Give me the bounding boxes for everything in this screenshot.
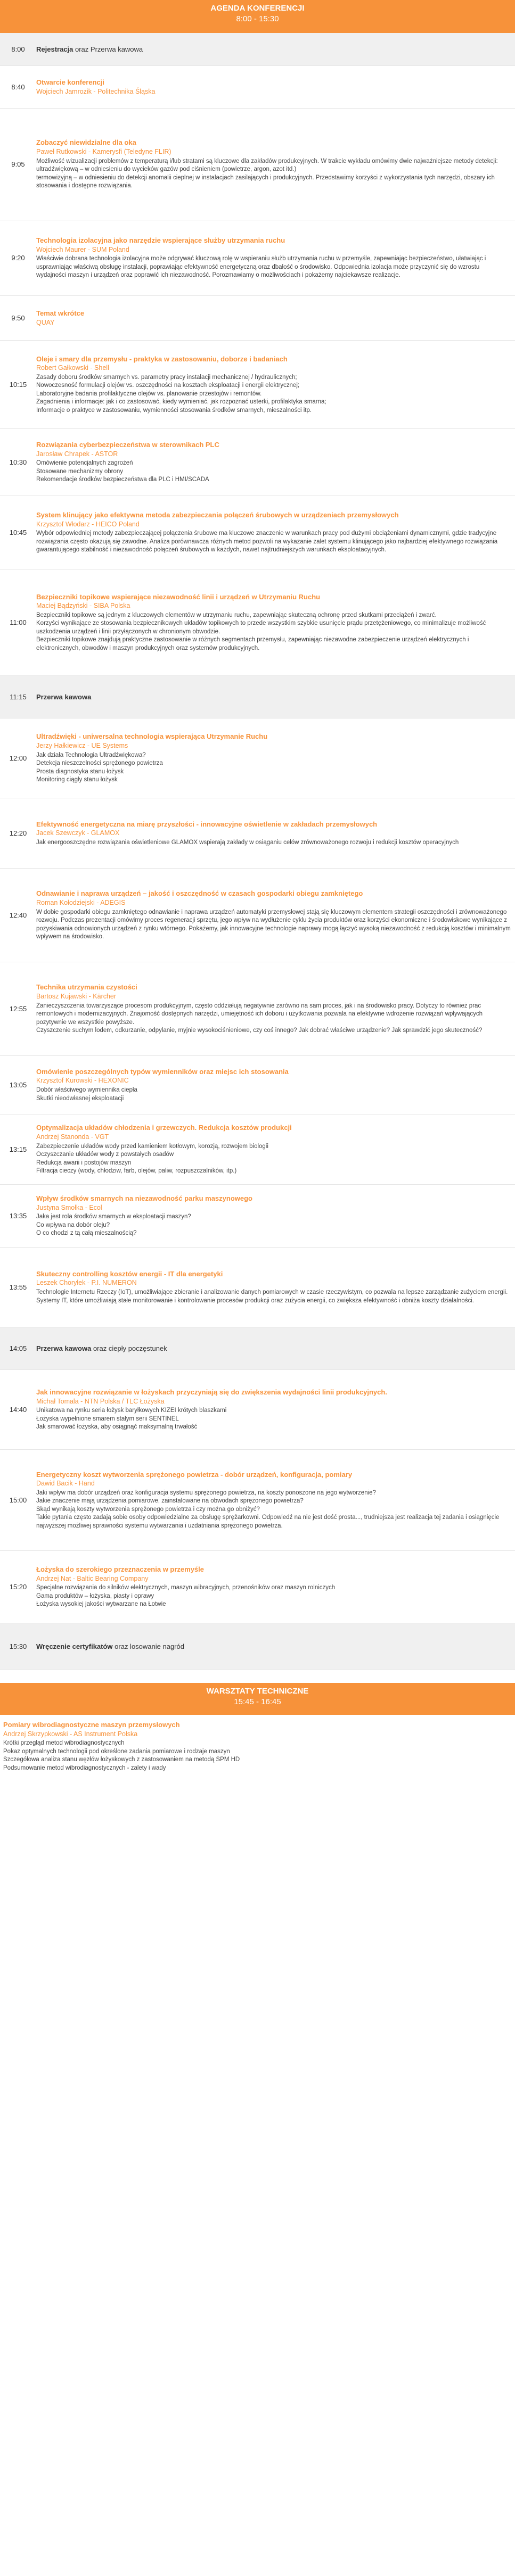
workshops-time-range: 15:45 - 16:45 [234, 1697, 281, 1706]
agenda-talk-row [0, 1185, 515, 1248]
agenda-talk-row [0, 1056, 515, 1114]
agenda-time: 13:55 [9, 1283, 27, 1291]
agenda-time: 13:35 [9, 1211, 27, 1220]
agenda-content [36, 1382, 515, 1437]
talk-description: Unikatowa na rynku seria łożysk baryłkowych KIZEI krótych blaszkami Łożyska wypełnione smarem stałym serii SENTINEL Jak smarować łożyska, aby osiągnąć maksymalną trwałość [36, 1407, 227, 1431]
agenda-time: 9:50 [11, 313, 25, 322]
agenda-content [36, 505, 515, 560]
talk-description: Technologie Internetu Rzeczy (IoT), umożliwiające zbieranie i analizowanie danych pomiarowych w czasie rzeczywistym, co pozwala na lepsze zarządzanie zużyciem energii. Systemy IT, które umożliwiają stałe monitorowanie i kontrolowanie procesów produkcji oraz zużycia energii, co zwiększa efektywność i obniża koszty działalności. [36, 1289, 508, 1304]
talk-speaker: Krzysztof Włodarz - HEICO Poland [36, 520, 140, 528]
agenda-time: 13:05 [9, 1080, 27, 1089]
break-label-rest: oraz ciepły poczęstunek [91, 1344, 167, 1352]
talk-title: Technika utrzymania czystości [36, 983, 137, 992]
agenda-time: 8:00 [11, 45, 25, 53]
break-label-rest: oraz Przerwa kawowa [73, 45, 143, 53]
agenda-content [36, 435, 515, 490]
workshop-item [0, 1715, 515, 1778]
talk-title: Skuteczny controlling kosztów energii - IT dla energetyki [36, 1269, 223, 1278]
agenda-time: 13:15 [9, 1145, 27, 1153]
agenda-content [36, 726, 515, 789]
talk-speaker: Paweł Rutkowski - Kamerysfi (Teledyne FLIR) [36, 147, 171, 155]
talk-speaker: Justyna Smołka - Ecol [36, 1203, 102, 1211]
agenda-content [36, 884, 515, 946]
talk-speaker: Wojciech Jamrozik - Politechnika Śląska [36, 87, 156, 95]
agenda-time: 8:40 [11, 82, 25, 91]
agenda-time: 9:05 [11, 160, 25, 168]
agenda-break-row [0, 676, 515, 719]
talk-title: Optymalizacja układów chłodzenia i grzewczych. Redukcja kosztów produkcji [36, 1124, 292, 1132]
agenda-talk-row [0, 962, 515, 1056]
agenda-time: 11:00 [10, 618, 27, 626]
agenda-time: 15:30 [9, 1642, 27, 1650]
agenda-content [36, 1559, 515, 1614]
agenda-talk-row [0, 1114, 515, 1185]
agenda-talk-row [0, 1450, 515, 1551]
agenda-break-row [0, 1327, 515, 1370]
talk-title: Wpływ środków smarnych na niezawodność parku maszynowego [36, 1194, 252, 1203]
talk-description: Bezpieczniki topikowe są jednym z kluczowych elementów w utrzymaniu ruchu, zapewniając skuteczną ochronę przed skutkami przeciążeń i zwarć. Korzyści wynikające ze stosowania bezpiecznikowych układów topikowych to przede wszystkim szybkie usunięcie prądu przetężeniowego, co minimalizuje możliwość uszkodzenia urządzeń i linii przyłączonych w chronionym obwodzie. Bezpieczniki topikowe znajdują praktyczne zastosowanie w różnych segmentach przemysłu, zapewniając niezawodne zabezpieczenie urządzeń elektrycznych i elektronicznych, obwodów i maszyn produkcyjnych oraz systemów produkcyjnych. [36, 612, 486, 651]
talk-title: Bezpieczniki topikowe wspierające niezawodność linii i urządzeń w Utrzymaniu Ruchu [36, 592, 321, 601]
agenda-talk-row [0, 429, 515, 496]
talk-description: Jaki wpływ ma dobór urządzeń oraz konfiguracja systemu sprężonego powietrza, na koszty ponoszone na jego wytworzenie? Jakie znaczenie mają urządzenia pomiarowe, zainstalowane na obwodach sprężonego powietrza? Skąd wynikają koszty wytworzenia sprężonego powietrza i czy można go obniżyć? Takie pytania często zadają sobie osoby odpowiedzialne za obsługę sprężarkowni. Odpowiedź na nie jest dość prosta..., trudniejsza jest realizacja tej zadania i osiągnięcie najwyższej możliwej sprawności systemu wytwarzania i uzdatniania sprężonego powietrza. [36, 1489, 500, 1529]
agenda-content [36, 1465, 515, 1536]
workshops-header [0, 1683, 515, 1715]
talk-description: W dobie gospodarki obiegu zamkniętego odnawianie i naprawa urządzeń automatyki przemysłowej stają się kluczowym elementem strategii oszczędności i zrównoważonego rozwoju. Podczas prezentacji omówimy proces regeneracji sprzętu, jego wpływ na wydłużenie cyklu życia produktów oraz korzyści ekonomiczne i środowiskowe wynikające z pozyskiwania odnowionych urządzeń z rynku wtórnego. Pokażemy, jak innowacyjne technologie naprawy mogą łączyć wysoką niezawodność z redukcją kosztów i minimalnym wpływem na środowisko. [36, 909, 511, 940]
talk-description: Zasady doboru środków smarnych vs. parametry pracy instalacji mechanicznej / hydraulicznych; Nowoczesność formulacji olejów vs. oszczędności na kosztach eksploatacji i energii elektrycznej; Laboratoryjne badania profilaktyczne olejów vs. planowanie przestojów i remontów. Zagadnienia i informacje: jak i co zastosować, kiedy wymieniać, jak rozpoznać usterki, profilaktyka smarna; Informacje o praktyce w zastosowaniu, wymienności stosowania środków smarnych, mieszalności itp. [36, 374, 326, 414]
agenda-time: 12:55 [9, 1004, 27, 1013]
talk-description: Jaka jest rola środków smarnych w eksploatacji maszyn? Co wpływa na dobór oleju? O co chodzi z tą całą mieszalnością? [36, 1213, 191, 1237]
agenda-content [36, 1339, 515, 1359]
talk-description: Specjalne rozwiązania do silników elektrycznych, maszyn wibracyjnych, przenośników oraz maszyn rolniczych Gama produktów – łożyska, piasty i oprawy Łożyska wysokiej jakości wytwarzane na Łotwie [36, 1584, 336, 1608]
break-label-bold: Przerwa kawowa [36, 1344, 92, 1352]
agenda-talk-row [0, 66, 515, 109]
break-label-bold: Przerwa kawowa [36, 692, 92, 701]
agenda-content [36, 977, 515, 1040]
talk-title: Zobaczyć niewidzialne dla oka [36, 138, 136, 147]
agenda-time: 12:20 [9, 829, 27, 837]
agenda-content [36, 133, 515, 195]
talk-title: Oleje i smary dla przemysłu - praktyka w zastosowaniu, doborze i badaniach [36, 354, 288, 363]
talk-description: Możliwość wizualizacji problemów z temperaturą i/lub stratami są kluczowe dla zakładów produkcyjnych. W trakcie wykładu omówimy dwie najważniejsze metody detekcji: ultradźwiękową – w odniesieniu do wycieków gazów pod ciśnieniem (powietrze, argon, azot itd.) termowizyjną – w odniesieniu do detekcji anomalii cieplnej w instalacjach zasilających i produkcyjnych. Przedstawimy korzyści z wykorzystania tych narzędzi, obszary ich stosowania i dostępne rozwiązania. [36, 158, 498, 189]
agenda-time: 14:05 [9, 1344, 27, 1352]
talk-description: Wybór odpowiedniej metody zabezpieczającej połączenia śrubowe ma kluczowe znaczenie w warunkach pracy pod dużymi obciążeniami dynamicznymi, gdzie tradycyjne rozwiązania często okazują się zawodne. Analiza porównawcza różnych metod pozwoli na wykazanie zalet systemu klinującego jako najbardziej efektywnego rozwiązania gwarantującego stabilność i niezawodność połączeń śrubowych w każdych, nawet najtrudniejszych warunkach eksploatacyjnych. [36, 530, 498, 554]
talk-title: Energetyczny koszt wytworzenia sprężonego powietrza - dobór urządzeń, konfiguracja, pomiary [36, 1470, 353, 1479]
agenda-content [36, 1264, 515, 1310]
talk-description: Jak działa Technologia Ultradźwiękowa? Detekcja nieszczelności sprężonego powietrza Prosta diagnostyka stanu łożysk Monitoring ciągły stanu łożysk [36, 752, 163, 783]
talk-speaker: Andrzej Nat - Baltic Bearing Company [36, 1574, 149, 1582]
talk-title: Otwarcie konferencji [36, 78, 104, 87]
agenda-list [0, 33, 515, 1670]
agenda-content [36, 39, 515, 60]
agenda-time: 9:20 [11, 253, 25, 262]
agenda-talk-row [0, 569, 515, 676]
agenda-talk-row [0, 719, 515, 798]
agenda-header [0, 0, 515, 33]
agenda-content [36, 1188, 515, 1243]
break-label-bold: Wręczenie certyfikatów [36, 1642, 113, 1650]
talk-speaker: Leszek Choryłek - P.I. NUMERON [36, 1279, 137, 1287]
talk-description: Właściwie dobrana technologia izolacyjna może odgrywać kluczową rolę w wspieraniu służb utrzymania ruchu w przemyśle, zapewniając bezpieczeństwo, ułatwiając i usprawniając właściwą obsługę instalacji, poprawiając efektywność energetyczną oraz dbałość o środowisko. Odpowiednia izolacja może przyczynić się do wzrostu wydajności maszyn i urządzeń oraz poprawić ich niezawodność. Porozmawiamy o możliwościach i pokażemy najciekawsze realizacje. [36, 255, 486, 279]
agenda-talk-row [0, 220, 515, 296]
agenda-content [36, 72, 515, 101]
talk-description: Jak energooszczędne rozwiązania oświetleniowe GLAMOX wspierają zakłady w osiąganiu celów zrównoważonego rozwoju i redukcji kosztów operacyjnych [36, 839, 459, 846]
agenda-talk-row [0, 798, 515, 869]
talk-speaker: Bartosz Kujawski - Kärcher [36, 992, 117, 1000]
agenda-talk-row [0, 296, 515, 341]
workshops-title: WARSZTATY TECHNICZNE [206, 1687, 309, 1696]
talk-speaker: Maciej Bądzyński - SIBA Polska [36, 602, 130, 610]
talk-title: Jak innowacyjne rozwiązanie w łożyskach przyczyniają się do zwiększenia wydajności linii produkcyjnych. [36, 1388, 387, 1397]
agenda-time: 10:45 [9, 528, 27, 536]
agenda-time: 12:00 [9, 754, 27, 762]
talk-title: Łożyska do szerokiego przeznaczenia w przemyśle [36, 1565, 205, 1574]
agenda-time: 12:40 [9, 911, 27, 919]
agenda-talk-row [0, 496, 515, 569]
workshop-title: Pomiary wibrodiagnostyczne maszyn przemysłowych [3, 1721, 180, 1729]
agenda-break-row [0, 1623, 515, 1670]
talk-title: Omówienie poszczególnych typów wymienników oraz miejsc ich stosowania [36, 1067, 289, 1076]
agenda-time: 14:40 [9, 1405, 27, 1414]
talk-description: Dobór właściwego wymiennika ciepła Skutki nieodwłasnej eksploatacji [36, 1087, 137, 1102]
talk-speaker: Jarosław Chrapek - ASTOR [36, 450, 118, 458]
talk-title: Ultradźwięki - uniwersalna technologia wspierająca Utrzymanie Ruchu [36, 732, 268, 741]
agenda-content [36, 687, 515, 707]
talk-title: System klinujący jako efektywna metoda zabezpieczania połączeń śrubowych w urządzeniach przemysłowych [36, 511, 399, 519]
talk-description: Zabezpieczenie układów wody przed kamieniem kotłowym, korozją, rozwojem biologii Oczyszczanie układów wody z powstałych osadów Redukcja awarii i postojów maszyn Filtracja cieczy (wody, chłodziw, farb, olejów, paliw, rozpuszczalników, itp.) [36, 1143, 268, 1175]
talk-description: Zanieczyszczenia towarzyszące procesom produkcyjnym, często oddziałują negatywnie zarówno na sam proces, jak i na środowisko pracy. Dotyczy to również prac remontowych i modernizacyjnych. Znajomość dostępnych narzędzi, umiejętność ich doboru i użytkowania pozwala na efektywne wdrożenie rozwiązań wpływających pozytywnie we wszystkie powyższe. Czyszczenie suchym lodem, odkurzanie, odpylanie, myjnie wysokociśnieniowe, czy coś innego? Jak dobrać właściwe urządzenie? Jak sprawdzić jego skuteczność? [36, 1002, 483, 1034]
agenda-content [36, 349, 515, 420]
break-label-bold: Rejestracja [36, 45, 73, 53]
agenda-time: 10:30 [9, 458, 27, 466]
talk-speaker: QUAY [36, 318, 55, 326]
talk-speaker: Dawid Bacik - Hand [36, 1480, 95, 1488]
agenda-content [36, 1637, 515, 1657]
agenda-time: 11:15 [10, 692, 27, 701]
talk-speaker: Roman Kołodziejski - ADEGIS [36, 898, 126, 906]
agenda-talk-row [0, 1551, 515, 1623]
agenda-time: 15:20 [9, 1582, 27, 1591]
talk-title: Technologia izolacyjna jako narzędzie wspierające służby utrzymania ruchu [36, 236, 285, 245]
agenda-time: 10:15 [9, 380, 27, 389]
agenda-talk-row [0, 341, 515, 429]
talk-speaker: Krzysztof Kurowski - HEXONIC [36, 1077, 129, 1085]
break-label-rest: oraz losowanie nagród [112, 1642, 184, 1650]
talk-title: Efektywność energetyczna na miarę przyszłości - innowacyjne oświetlenie w zakładach przemysłowych [36, 820, 378, 828]
talk-title: Temat wkrótce [36, 309, 85, 318]
talk-speaker: Wojciech Maurer - SUM Poland [36, 245, 129, 253]
agenda-break-row [0, 33, 515, 66]
agenda-content [36, 814, 515, 853]
talk-speaker: Andrzej Stanonda - VGT [36, 1133, 109, 1141]
workshop-speaker: Andrzej Skrzypkowski - AS Instrument Polska [3, 1730, 138, 1738]
talk-speaker: Michał Tomala - NTN Polska / TLC Łożyska [36, 1397, 165, 1405]
talk-description: Omówienie potencjalnych zagrożeń Stosowane mechanizmy obrony Rekomendacje środków bezpieczeństwa dla PLC i HMI/SCADA [36, 460, 209, 483]
agenda-content [36, 1118, 515, 1180]
agenda-time-range: 8:00 - 15:30 [236, 14, 279, 23]
agenda-time: 15:00 [9, 1496, 27, 1504]
agenda-content [36, 587, 515, 658]
talk-speaker: Jacek Szewczyk - GLAMOX [36, 829, 120, 837]
workshop-description: Krótki przegląd metod wibrodiagnostycznych Pokaz optymalnych technologii pod określone zadania pomiarowe i rodzaje maszyn Szczegółowa analiza stanu węzłów łożyskowych z zastosowaniem na metodą SPM HD Podsumowanie metod wibrodiagnostycznych - zalety i wady [3, 1740, 240, 1771]
agenda-content [36, 303, 515, 332]
talk-title: Rozwiązania cyberbezpieczeństwa w sterownikach PLC [36, 441, 219, 449]
agenda-content [36, 1062, 515, 1108]
talk-speaker: Robert Gałkowski - Shell [36, 364, 109, 372]
agenda-content [36, 230, 515, 285]
agenda-title: AGENDA KONFERENCJI [210, 4, 305, 13]
agenda-talk-row [0, 1370, 515, 1450]
agenda-talk-row [0, 1248, 515, 1327]
talk-speaker: Jerzy Hałkiewicz - UE Systems [36, 741, 128, 749]
agenda-talk-row [0, 869, 515, 962]
talk-title: Odnawianie i naprawa urządzeń – jakość i oszczędność w czasach gospodarki obiegu zamkniętego [36, 889, 363, 898]
agenda-talk-row [0, 109, 515, 220]
